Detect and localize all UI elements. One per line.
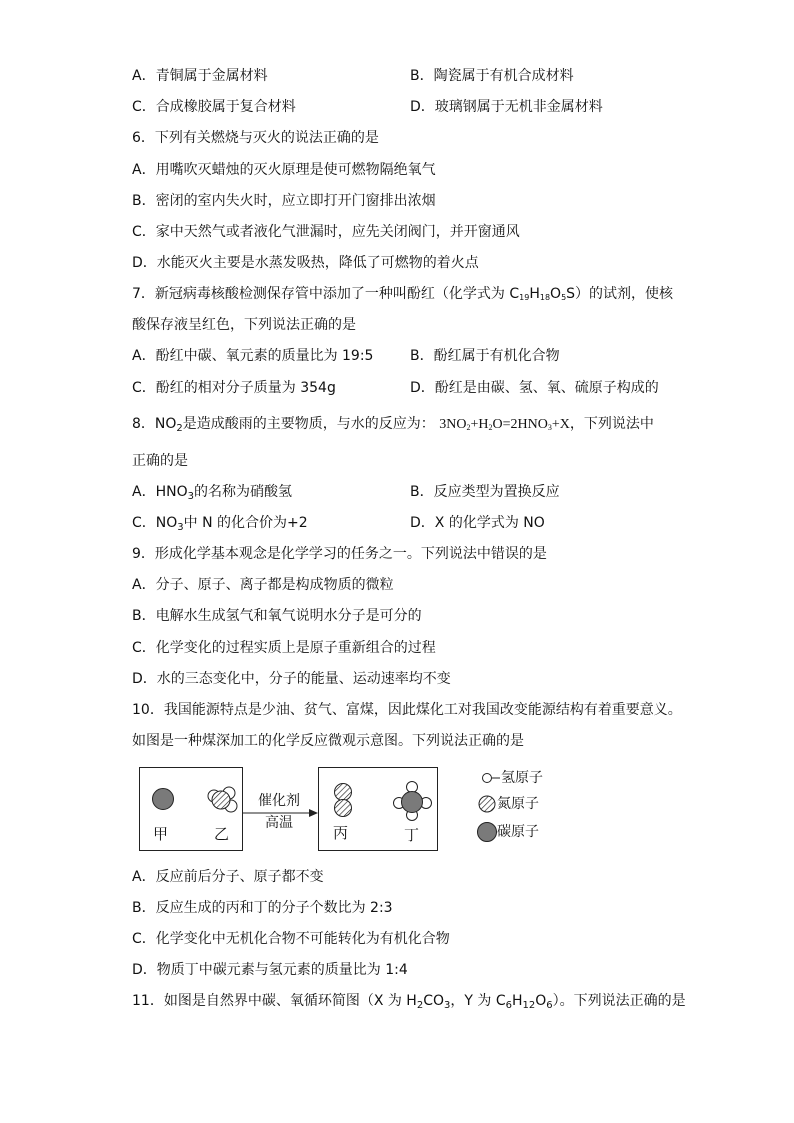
q8-option-d: D．X 的化学式为 NO <box>410 515 545 531</box>
legend-n-label: 氮原子 <box>497 796 539 812</box>
q9-option-d: D．水的三态变化中，分子的能量、运动速率均不变 <box>132 671 451 687</box>
q11-stem: 11．如图是自然界中碳、氧循环简图（X 为 $H_2CO_3$，Y 为 $C_6H_{12}O_6$）。下列说法正确的是 <box>132 993 686 1011</box>
q7-stem-line2: 酸保存液呈红色，下列说法正确的是 <box>132 317 356 333</box>
q6-stem: 6．下列有关燃烧与灭火的说法正确的是 <box>132 130 379 146</box>
q5-option-a: A．青铜属于金属材料 <box>132 68 268 84</box>
legend-h-label: 氢原子 <box>501 770 543 786</box>
q10-stem: 10．我国能源特点是少油、贫气、富煤，因此煤化工对我国改变能源结构有着重要意义。 <box>132 702 682 718</box>
q10-option-a: A．反应前后分子、原子都不变 <box>132 869 324 885</box>
label-bing: 丙 <box>333 824 349 842</box>
q6-option-d: D．水能灭火主要是水蒸发吸热，降低了可燃物的着火点 <box>132 255 479 271</box>
q9-stem: 9．形成化学基本观念是化学学习的任务之一。下列说法中错误的是 <box>132 546 547 562</box>
q7-stem: 7．新冠病毒核酸检测保存管中添加了一种叫酚红（化学式为 C19H18O5S）的试剂，使核 <box>132 286 674 302</box>
q7-option-b: B．酚红属于有机化合物 <box>410 348 560 364</box>
arrow-condition-catalyst: 催化剂 <box>258 793 300 809</box>
q8-stem-line2: 正确的是 <box>132 453 188 469</box>
q9-option-c: C．化学变化的过程实质上是原子重新组合的过程 <box>132 640 436 656</box>
q8-equation: 3NO2+H2O=2HNO3+X <box>439 417 570 432</box>
label-yi: 乙 <box>214 825 230 843</box>
legend-h-symbol <box>483 774 492 783</box>
q7-option-d: D．酚红是由碳、氢、氧、硫原子构成的 <box>410 380 659 396</box>
q9-option-a: A．分子、原子、离子都是构成物质的微粒 <box>132 577 394 593</box>
q8-option-c: C．$NO_3$中 N 的化合价为+2 <box>132 515 308 533</box>
arrow-condition-high-temp: 高温 <box>265 815 293 831</box>
molecule-yi <box>208 787 237 812</box>
q8-option-b: B．反应类型为置换反应 <box>410 484 560 500</box>
q7-option-c: C．酚红的相对分子质量为 354g <box>132 380 336 396</box>
arrow-head <box>309 809 318 817</box>
q5-option-c: C．合成橡胶属于复合材料 <box>132 99 296 115</box>
legend-c-symbol <box>478 823 497 842</box>
q6-option-b: B．密闭的室内失火时，应立即打开门窗排出浓烟 <box>132 193 436 209</box>
q10-option-d: D．物质丁中碳元素与氢元素的质量比为 1:4 <box>132 962 408 978</box>
q7-option-a: A．酚红中碳、氧元素的质量比为 19:5 <box>132 348 374 364</box>
carbon-atom-jia <box>153 789 174 810</box>
legend-c-label: 碳原子 <box>497 824 539 840</box>
q8-stem: 8．$NO_2$是造成酸雨的主要物质，与水的反应为： 3NO2+H2O=2HNO3+X，下列说法中 <box>132 416 654 434</box>
q5-option-d: D．玻璃钢属于无机非金属材料 <box>410 99 603 115</box>
label-jia: 甲 <box>153 825 169 843</box>
molecule-bing <box>335 784 352 817</box>
q10-option-c: C．化学变化中无机化合物不可能转化为有机化合物 <box>132 931 450 947</box>
q6-option-c: C．家中天然气或者液化气泄漏时，应先关闭阀门，并开窗通风 <box>132 224 520 240</box>
legend-n-symbol <box>479 796 495 812</box>
q10-stem-line2: 如图是一种煤深加工的化学反应微观示意图。下列说法正确的是 <box>132 733 524 749</box>
q8-option-a: A．$HNO_3$的名称为硝酸氢 <box>132 484 292 502</box>
label-ding: 丁 <box>404 826 420 844</box>
q9-option-b: B．电解水生成氢气和氧气说明水分子是可分的 <box>132 608 422 624</box>
molecule-ding <box>394 782 432 821</box>
q10-option-b: B．反应生成的丙和丁的分子个数比为 2:3 <box>132 900 393 916</box>
q5-option-b: B．陶瓷属于有机合成材料 <box>410 68 574 84</box>
q6-option-a: A．用嘴吹灭蜡烛的灭火原理是使可燃物隔绝氧气 <box>132 162 436 178</box>
